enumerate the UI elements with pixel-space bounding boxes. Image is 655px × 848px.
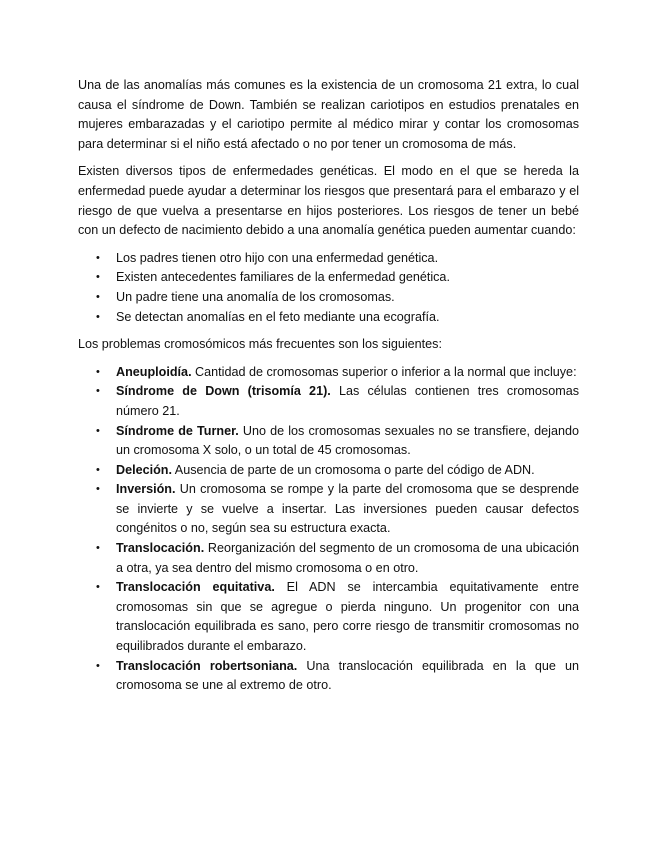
- bullet-icon: •: [96, 581, 100, 594]
- list-item-text: Los padres tienen otro hijo con una enfermedad genética.: [116, 250, 439, 265]
- term-label: Translocación robertsoniana.: [116, 658, 298, 673]
- paragraph-down-syndrome: Una de las anomalías más comunes es la existencia de un cromosoma 21 extra, lo cual causa el síndrome de Down. También se realizan cariotipos en estudios prenatales en mujeres embarazadas y el cariotipo permite al médico mirar y contar los cromosomas para determinar si el niño está afectado o no por tener un cromosoma de más.: [78, 78, 579, 151]
- problems-list: [78, 363, 579, 696]
- bullet-icon: •: [96, 310, 100, 323]
- list-item: [78, 382, 579, 421]
- term-label: Aneuploidía.: [116, 364, 192, 379]
- bullet-icon: •: [96, 290, 100, 303]
- term-label: Síndrome de Down (trisomía 21).: [116, 384, 331, 399]
- list-item: [78, 461, 579, 481]
- term-label: Translocación equitativa.: [116, 580, 275, 595]
- risk-list: [78, 249, 579, 327]
- term-description: El ADN se intercambia equitativamente entre cromosomas sin que se agregue o pierda ninguno. Un progenitor con una translocación equilibrada es sano, pero corre riesgo de transmitir cromosomas no equilibrados durante el embarazo.: [116, 580, 579, 654]
- paragraph-genetic-diseases: Existen diversos tipos de enfermedades genéticas. El modo en el que se hereda la enfermedad puede ayudar a determinar los riesgos que presentará para el embarazo y el riesgo de que vuelva a presentarse en hijos posteriores. Los riesgos de tener un bebé con un defecto de nacimiento debido a una anomalía genética pueden aumentar cuando:: [78, 164, 579, 238]
- term-description: Una translocación equilibrada en la que un cromosoma se une al extremo de otro.: [116, 658, 579, 693]
- list-item-text: Se detectan anomalías en el feto mediante una ecografía.: [116, 309, 440, 324]
- paragraph-problems-intro: Los problemas cromosómicos más frecuentes son los siguientes:: [78, 337, 442, 352]
- term-description: Reorganización del segmento de un cromosoma de una ubicación a otra, ya sea dentro del mismo cromosoma o en otro.: [116, 541, 579, 575]
- list-item: [78, 288, 579, 308]
- term-description: Ausencia de parte de un cromosoma o parte del código de ADN.: [172, 462, 535, 477]
- list-item: [78, 268, 579, 288]
- bullet-icon: •: [96, 365, 100, 378]
- bullet-icon: •: [96, 659, 100, 672]
- bullet-icon: •: [96, 542, 100, 555]
- list-item: [78, 480, 579, 539]
- term-label: Inversión.: [116, 482, 176, 497]
- list-item: [78, 308, 579, 328]
- term-description: Uno de los cromosomas sexuales no se transfiere, dejando un cromosoma X solo, o un total de 45 cromosomas.: [116, 423, 579, 458]
- bullet-icon: •: [96, 251, 100, 264]
- list-item: [78, 657, 579, 696]
- bullet-icon: •: [96, 463, 100, 476]
- term-label: Translocación.: [116, 541, 205, 556]
- bullet-icon: •: [96, 385, 100, 398]
- term-description: Las células contienen tres cromosomas número 21.: [116, 384, 579, 418]
- term-description: Cantidad de cromosomas superior o inferior a la normal que incluye:: [191, 364, 577, 379]
- bullet-icon: •: [96, 271, 100, 284]
- document-page: [78, 76, 579, 704]
- term-label: Síndrome de Turner.: [116, 423, 239, 438]
- list-item: [78, 422, 579, 461]
- list-item-text: Un padre tiene una anomalía de los cromosomas.: [116, 289, 395, 304]
- list-item: [78, 249, 579, 269]
- term-description: Un cromosoma se rompe y la parte del cromosoma que se desprende se invierte y se vuelve a insertar. Las inversiones pueden causar defectos congénitos o no, según sea su estructura exacta.: [116, 482, 579, 536]
- list-item: [78, 578, 579, 656]
- bullet-icon: •: [96, 483, 100, 496]
- term-label: Deleción.: [116, 462, 172, 477]
- bullet-icon: •: [96, 424, 100, 437]
- list-item: [78, 539, 579, 578]
- list-item-text: Existen antecedentes familiares de la enfermedad genética.: [116, 270, 450, 285]
- list-item: [78, 363, 579, 383]
